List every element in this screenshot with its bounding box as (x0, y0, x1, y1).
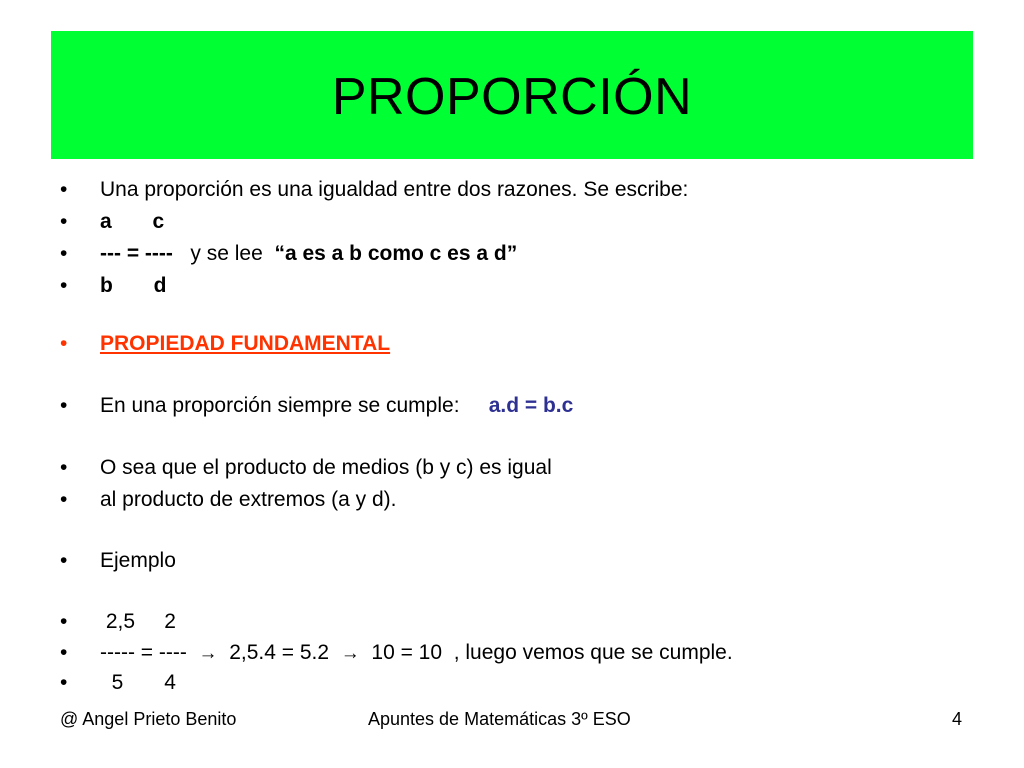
example-product: 2,5.4 = 5.2 (217, 641, 341, 664)
footer-page-number: 4 (952, 709, 963, 729)
fraction-bars: --- = ---- (100, 242, 173, 265)
bullet: • (60, 610, 68, 633)
title-bar (51, 31, 973, 159)
arrow-icon: → (198, 643, 218, 664)
bullet: • (60, 210, 68, 233)
footer-course: Apuntes de Matemáticas 3º ESO (368, 709, 631, 729)
example-denominators: 5 4 (100, 671, 176, 694)
example-heading: Ejemplo (100, 549, 176, 572)
arrow-icon: → (340, 643, 360, 664)
bullet: • (60, 488, 68, 511)
fraction-line (100, 238, 517, 270)
section-heading: PROPIEDAD FUNDAMENTAL (100, 332, 391, 355)
example-line (100, 637, 733, 670)
explanation-text: al producto de extremos (a y d). (100, 488, 397, 511)
bullet: • (60, 332, 68, 355)
bullet: • (60, 641, 68, 664)
explanation-text: O sea que el producto de medios (b y c) es igual (100, 456, 552, 479)
bullet: • (60, 549, 68, 572)
example-fraction: ----- = ---- (100, 641, 199, 664)
property-line (100, 390, 573, 422)
denominators-text: b d (100, 274, 167, 297)
bullet: • (60, 456, 68, 479)
property-text: En una proporción siempre se cumple: (100, 394, 489, 417)
slide-title: PROPORCIÓN (331, 68, 693, 126)
bullet: • (60, 274, 68, 297)
numerators-text: a c (100, 210, 165, 233)
bullet: • (60, 671, 68, 694)
bullet: • (60, 178, 68, 201)
footer-author: @ Angel Prieto Benito (60, 709, 237, 729)
bullet: • (60, 242, 68, 265)
property-formula: a.d = b.c (488, 394, 574, 417)
bullet: • (60, 394, 68, 417)
definition-text: Una proporción es una igualdad entre dos razones. Se escribe: (100, 178, 689, 201)
reading-quote: “a es a b como c es a d” (274, 242, 518, 265)
example-conclusion: 10 = 10 , luego vemos que se cumple. (359, 641, 733, 664)
reading-intro: y se lee (172, 242, 275, 265)
example-numerators: 2,5 2 (100, 610, 176, 633)
